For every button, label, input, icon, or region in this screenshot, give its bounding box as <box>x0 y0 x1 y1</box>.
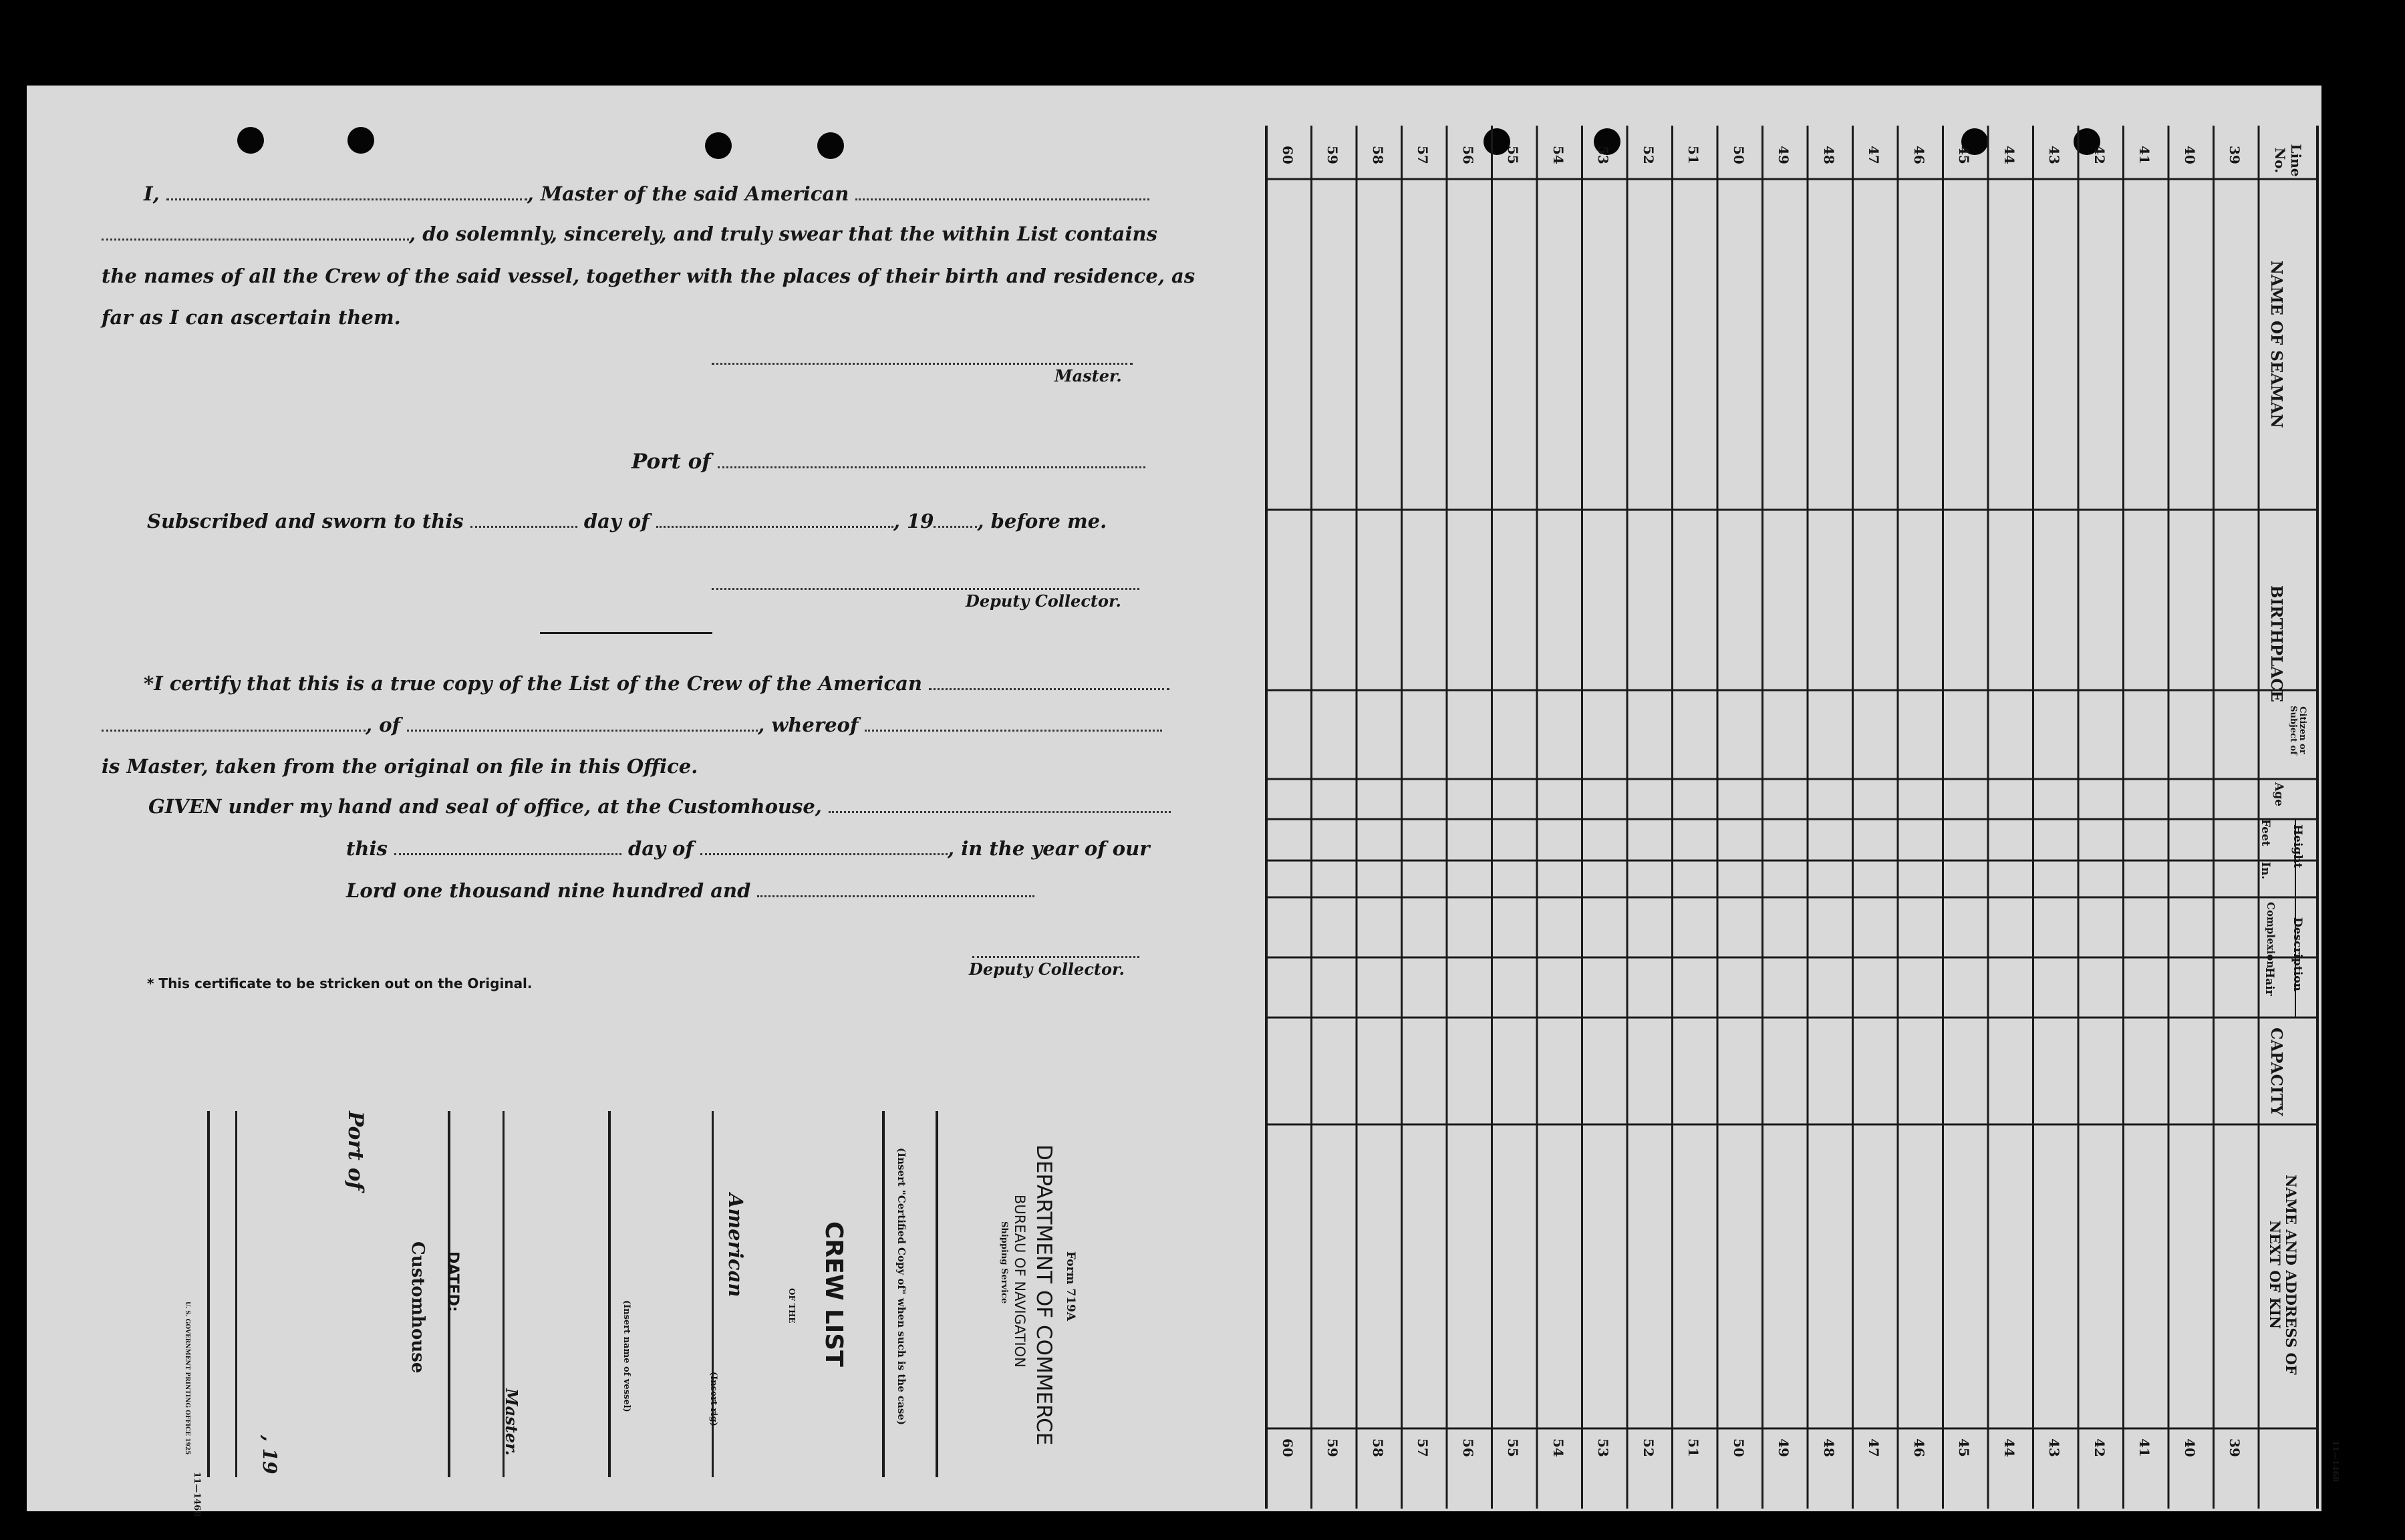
header-line-no: Line No. <box>2272 144 2304 177</box>
crew-list-title: CREW LIST <box>820 1221 847 1367</box>
line-number: 39 <box>2227 146 2243 164</box>
form-number: Form 719A <box>1064 1251 1077 1322</box>
insert-name-note: (Insert name of vessel) <box>621 1300 631 1412</box>
line-number: 51 <box>1685 1438 1702 1457</box>
header-capacity: CAPACITY <box>2267 1028 2285 1116</box>
line-number: 43 <box>2046 146 2063 164</box>
line-number: 58 <box>1369 1438 1386 1457</box>
header-description: Description <box>2291 917 2304 991</box>
certify-line-1: *I certify that this is a true copy of the List of the Crew of the American <box>144 672 1169 695</box>
line-number: 55 <box>1505 146 1522 164</box>
line-number: 56 <box>1459 146 1476 164</box>
oath-line-4: far as I can ascertain them. <box>102 306 401 329</box>
line-number: 49 <box>1776 146 1792 164</box>
american-label: American <box>724 1193 747 1297</box>
line-number: 59 <box>1324 146 1341 164</box>
header-next-of-kin: NAME AND ADDRESS OF NEXT OF KIN <box>2267 1175 2299 1375</box>
line-number: 40 <box>2181 146 2198 164</box>
line-number: 55 <box>1505 1438 1522 1457</box>
line-number: 42 <box>2091 146 2108 164</box>
line-number: 57 <box>1415 146 1431 164</box>
line-number: 48 <box>1820 146 1837 164</box>
line-number: 52 <box>1640 146 1657 164</box>
header-birthplace: BIRTHPLACE <box>2267 585 2285 702</box>
line-number: 54 <box>1550 146 1566 164</box>
header-complexion: Complexion <box>2265 902 2277 969</box>
line-number: 39 <box>2227 1438 2243 1457</box>
line-number: 43 <box>2046 1438 2063 1457</box>
certify-line-2: , of , whereof <box>102 714 1162 736</box>
line-number: 59 <box>1324 1438 1341 1457</box>
oath-line-3: the names of all the Crew of the said vessel, together with the places of their birth and residence, as <box>102 265 1195 287</box>
line-number: 45 <box>1956 1438 1973 1457</box>
line-number: 51 <box>1685 146 1702 164</box>
line-number: 40 <box>2181 1438 2198 1457</box>
line-number: 41 <box>2136 1438 2153 1457</box>
line-number: 53 <box>1595 146 1612 164</box>
line-number: 46 <box>1911 1438 1927 1457</box>
footnote: * This certificate to be stricken out on the Original. <box>147 975 533 991</box>
header-hair: Hair <box>2263 967 2276 996</box>
printing-office-note: U. S. GOVERNMENT PRINTING OFFICE 1925 <box>184 1301 190 1455</box>
document-page <box>27 86 2340 1517</box>
line-number: 56 <box>1459 1438 1476 1457</box>
line-number: 58 <box>1369 146 1386 164</box>
line-number: 47 <box>1866 1438 1882 1457</box>
line-number: 47 <box>1866 146 1882 164</box>
line-number: 60 <box>1279 1438 1296 1457</box>
form-code-left: 11—1468 <box>192 1472 202 1517</box>
insert-rig-note: (Insert rig) <box>708 1372 718 1426</box>
port-of-label: Port of <box>343 1111 368 1191</box>
line-number: 49 <box>1776 1438 1792 1457</box>
deputy-collector-label-2: Deputy Collector. <box>969 959 1125 979</box>
header-height: Height <box>2291 824 2304 869</box>
header-citizen: Citizen or Subject of <box>2288 706 2307 755</box>
master-label: Master. <box>1054 366 1122 386</box>
port-line: Port of <box>631 450 1145 474</box>
line-number: 54 <box>1550 1438 1566 1457</box>
line-number: 52 <box>1640 1438 1657 1457</box>
line-number: 41 <box>2136 146 2153 164</box>
year-label: , 19 <box>259 1435 281 1475</box>
certify-line-4: GIVEN under my hand and seal of office, at the Customhouse, <box>148 795 1171 818</box>
line-number: 60 <box>1279 146 1296 164</box>
line-number: 57 <box>1415 1438 1431 1457</box>
subscribed-line: Subscribed and sworn to this day of , 19 , before me. <box>147 510 1107 532</box>
insert-certified-note: (Insert "Certified Copy of" when such is the case) <box>895 1148 907 1425</box>
line-number: 50 <box>1730 1438 1747 1457</box>
line-number: 50 <box>1730 146 1747 164</box>
certify-line-5: this day of , in the year of our <box>346 837 1150 860</box>
line-number: 44 <box>2001 146 2017 164</box>
department-title: DEPARTMENT OF COMMERCE <box>1032 1144 1056 1446</box>
deputy-collector-label-1: Deputy Collector. <box>966 591 1121 611</box>
header-name-of-seaman: NAME OF SEAMAN <box>2267 261 2285 428</box>
certify-line-3: is Master, taken from the original on file in this Office. <box>102 755 698 778</box>
dated-label: DATED: <box>444 1251 461 1312</box>
crew-grid <box>27 86 2321 1511</box>
line-number: 44 <box>2001 1438 2017 1457</box>
oath-line-1: I, , Master of the said American <box>144 182 1149 205</box>
form-code-right: 11—1468 <box>2331 1440 2340 1483</box>
master-label-cover: Master. <box>502 1388 521 1456</box>
certify-line-6: Lord one thousand nine hundred and <box>346 879 1034 902</box>
service-title: Shipping Service <box>999 1221 1009 1304</box>
of-the-label: OF THE <box>787 1288 797 1324</box>
bureau-title: BUREAU OF NAVIGATION <box>1012 1195 1028 1368</box>
header-feet: Feet <box>2259 819 2272 846</box>
oath-line-2: , do solemnly, sincerely, and truly swear that the within List contains <box>102 222 1157 245</box>
line-number: 45 <box>1956 146 1973 164</box>
header-inches: In. <box>2259 862 2272 880</box>
line-number: 46 <box>1911 146 1927 164</box>
customhouse-label: Customhouse <box>408 1241 428 1374</box>
header-age: Age <box>2272 782 2285 806</box>
line-number: 42 <box>2091 1438 2108 1457</box>
line-number: 48 <box>1820 1438 1837 1457</box>
line-number: 53 <box>1595 1438 1612 1457</box>
